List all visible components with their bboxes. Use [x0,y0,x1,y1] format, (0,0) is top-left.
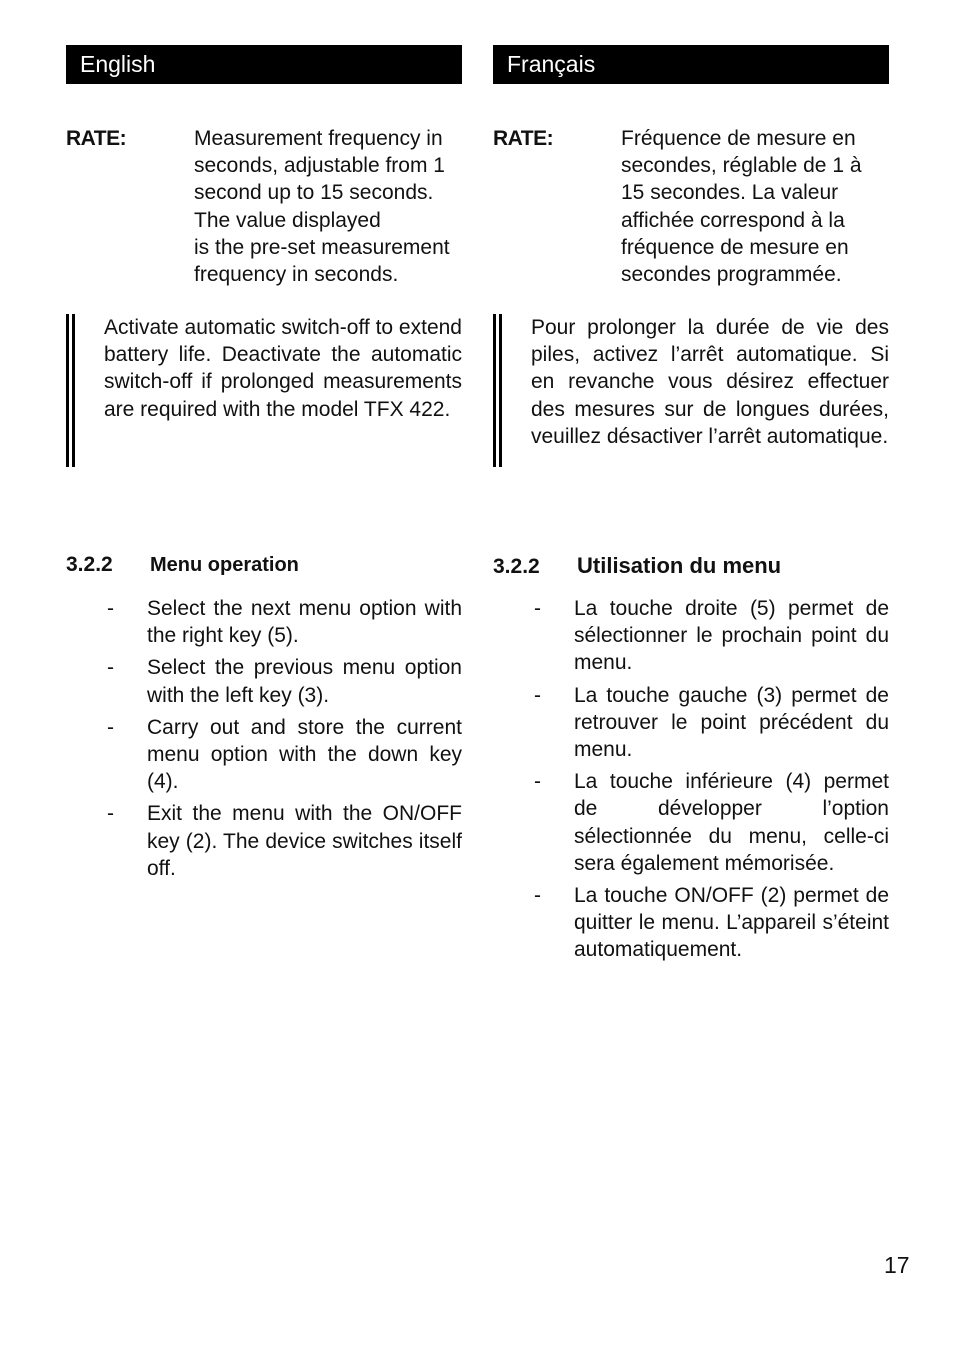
list-item: - Select the next menu option with the right key (5). [107,597,462,648]
list-item: - Carry out and store the current menu option with the down key (4). [107,715,462,794]
rate-label: RATE: [66,127,127,150]
note-text: Activate automatic switch-off to extend battery life. Deactivate the automatic switch-off if prolonged measurements are required with the model TFX 422. [104,316,462,421]
rate-line: fréquence de mesure en [621,235,849,259]
rate-block-french [493,125,889,285]
list-item: - La touche ON/OFF (2) permet de quitter le menu. L’appareil s’éteint automatiquement. [534,884,889,962]
list-item: - Exit the menu with the ON/OFF key (2). The device switches itself off. [107,802,462,880]
rate-line: frequency in seconds. [194,263,399,287]
note-marker-bar [66,314,75,467]
menu-steps-list-english [66,595,462,887]
list-item: - La touche gauche (3) permet de retrouver le point précédent du menu. [534,683,889,762]
section-number: 3.2.2 [66,553,113,576]
section-number: 3.2.2 [493,555,540,578]
page-number: 17 [884,1252,910,1278]
menu-steps-list-french [493,595,889,969]
section-title: Utilisation du menu [577,553,782,578]
list-item: - La touche inférieure (4) permet de développer l’option sélectionnée du menu, celle-ci sera également mémorisée. [534,770,889,875]
rate-description [194,125,464,288]
rate-line: Measurement frequency in [194,127,443,150]
rate-block-english [66,125,462,285]
french-column [493,45,889,962]
rate-line: secondes programmée. [621,263,842,287]
language-header-french: Français [493,45,889,84]
rate-description [621,125,891,288]
rate-line: Fréquence de mesure en [621,127,856,150]
english-column [66,45,462,880]
rate-line: secondes, réglable de 1 à [621,154,862,178]
note-block-english [66,314,462,489]
rate-label: RATE: [493,127,554,150]
rate-line: is the pre-set measurement [194,235,450,259]
note-text: Pour prolonger la durée de vie des piles, activez l’arrêt automatique. Si en revanche vous désirez effectuer des mesures sur de longues durées, veuillez désactiver l’arrêt automatique. [531,316,889,448]
section-title: Menu operation [150,554,299,576]
note-block-french [493,314,889,489]
note-marker-bar [493,314,502,467]
section-heading-english [66,553,462,577]
language-header-english: English [66,45,462,84]
rate-line: 15 secondes. La valeur [621,181,839,205]
section-heading-french [493,553,889,579]
list-item: - Select the previous menu option with the left key (3). [107,656,462,707]
rate-line: The value displayed [194,208,381,232]
rate-line: seconds, adjustable from 1 [194,154,445,178]
rate-line: second up to 15 seconds. [194,181,434,205]
list-item: - La touche droite (5) permet de sélectionner le prochain point du menu. [534,597,889,675]
rate-line: affichée correspond à la [621,208,845,232]
